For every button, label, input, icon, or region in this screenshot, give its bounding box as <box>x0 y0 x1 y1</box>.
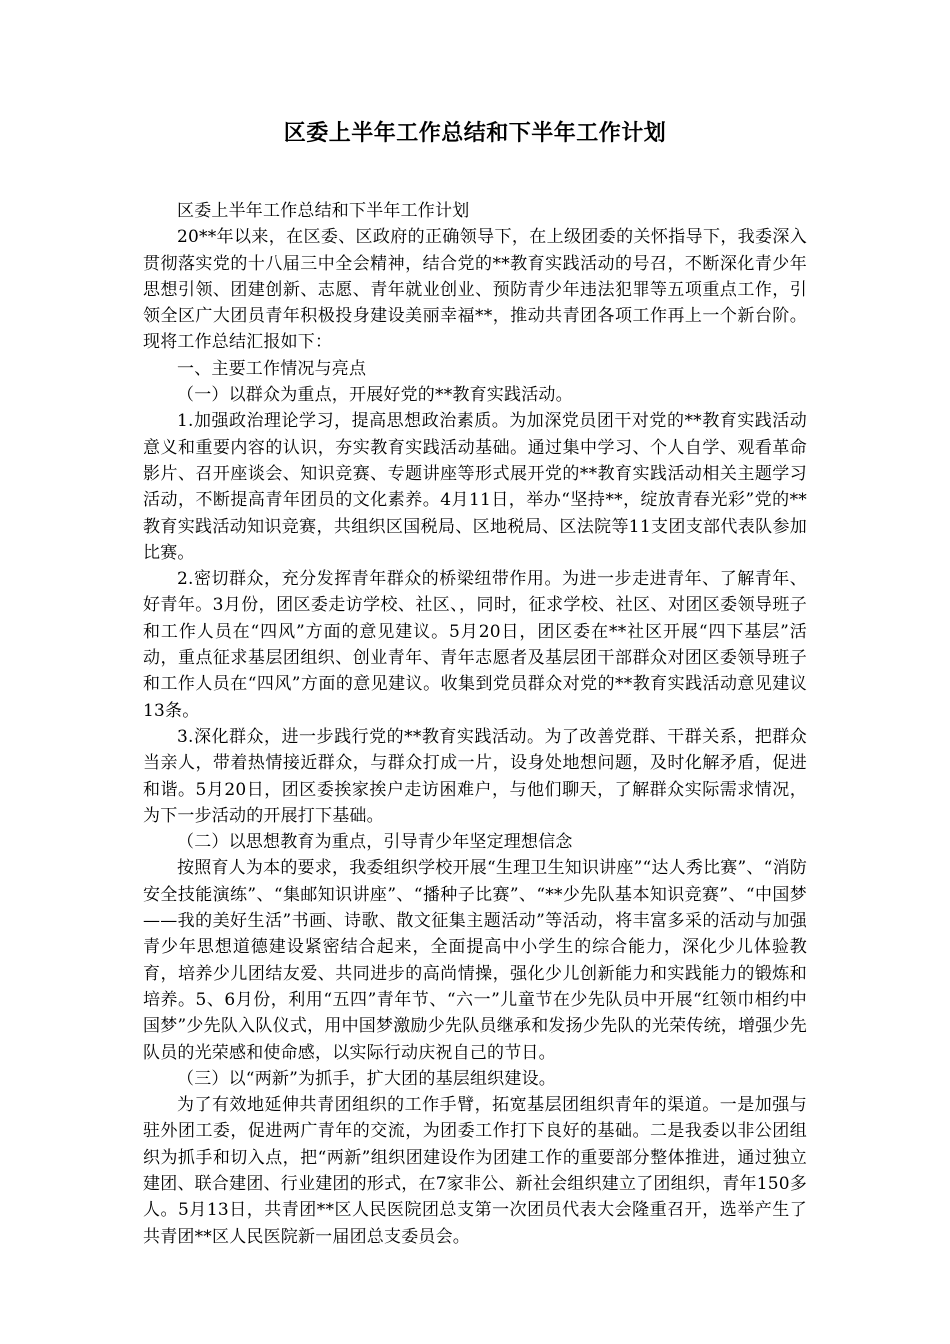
document-body <box>143 198 807 1250</box>
paragraph-subtitle: 区委上半年工作总结和下半年工作计划 <box>177 201 470 221</box>
subsection-heading-3: （三）以“两新”为抓手，扩大团的基层组织建设。 <box>177 1068 556 1089</box>
paragraph-education: 按照育人为本的要求，我委组织学校开展“生理卫生知识讲座”“达人秀比赛”、“消防安全技能演练”、“集邮知识讲座”、“播种子比赛”、“**少先队基本知识竞赛”、“中国梦——我的美好生活”书画、诗歌、散文征集主题活动”等活动，将丰富多采的活动与加强青少年思想道德建设紧密结合起来，全面提高中小学生的综合能力，深化少儿体验教育，培养少儿团结友爱、共同进步的高尚情操，强化少儿创新能力和实践能力的锻炼和培养。5、6月份，利用“五四”青年节、“六一”儿童节在少先队员中开展“红领巾相约中国梦”少先队入队仪式，用中国梦激励少先队员继承和发扬少先队的光荣传统，增强少先队员的光荣感和使命感，以实际行动庆祝自己的节日。 <box>143 858 807 1063</box>
subsection-heading-1: （一）以群众为重点，开展好党的**教育实践活动。 <box>177 385 573 406</box>
paragraph-item-2: 2.密切群众，充分发挥青年群众的桥梁纽带作用。为进一步走进青年、了解青年、好青年。3月份，团区委走访学校、社区、，同时，征求学校、社区、对团区委领导班子和工作人员在“四风”方面的意见建议。5月20日，团区委在**社区开展“四下基层”活动，重点征求基层团组织、创业青年、青年志愿者及基层团干部群众对团区委领导班子和工作人员在“四风”方面的意见建议。收集到党员群众对党的**教育实践活动意见建议13条。 <box>143 569 807 721</box>
section-heading: 一、主要工作情况与亮点 <box>177 358 367 379</box>
paragraph-organization: 为了有效地延伸共青团组织的工作手臂，拓宽基层团组织青年的渠道。一是加强与驻外团工委，促进两广青年的交流，为团委工作打下良好的基础。二是我委以非公团组织为抓手和切入点，把“两新”组织团建设作为团建工作的重要部分整体推进，通过独立建团、联合建团、行业建团的形式，在7家非公、新社会组织建立了团组织，青年150多人。5月13日，共青团**区人民医院团总支第一次团员代表大会隆重召开，选举产生了共青团**区人民医院新一届团总支委员会。 <box>143 1095 807 1247</box>
document-title: 区委上半年工作总结和下半年工作计划 <box>283 121 667 146</box>
paragraph-item-1: 1.加强政治理论学习，提高思想政治素质。为加深党员团干对党的**教育实践活动意义和重要内容的认识，夯实教育实践活动基础。通过集中学习、个人自学、观看革命影片、召开座谈会、知识竞赛、专题讲座等形式展开党的**教育实践活动相关主题学习活动，不断提高青年团员的文化素养。4月11日，举办“坚持**，绽放青春光彩”党的**教育实践活动知识竞赛，共组织区国税局、区地税局、区法院等11支团支部代表队参加比赛。 <box>143 411 807 563</box>
paragraph-intro: 20**年以来，在区委、区政府的正确领导下，在上级团委的关怀指导下，我委深入贯彻落实党的十八届三中全会精神，结合党的**教育实践活动的号召，不断深化青少年思想引领、团建创新、志愿、青年就业创业、预防青少年违法犯罪等五项重点工作，引领全区广大团员青年积极投身建设美丽幸福**，推动共青团各项工作再上一个新台阶。现将工作总结汇报如下： <box>143 227 807 353</box>
paragraph-item-3: 3.深化群众，进一步践行党的**教育实践活动。为了改善党群、干群关系，把群众当亲人，带着热情接近群众，与群众打成一片，设身处地想问题，及时化解矛盾，促进和谐。5月20日，团区委挨家挨户走访困难户，与他们聊天，了解群众实际需求情况，为下一步活动的开展打下基础。 <box>143 726 807 826</box>
subsection-heading-2: （二）以思想教育为重点，引导青少年坚定理想信念 <box>177 832 573 853</box>
